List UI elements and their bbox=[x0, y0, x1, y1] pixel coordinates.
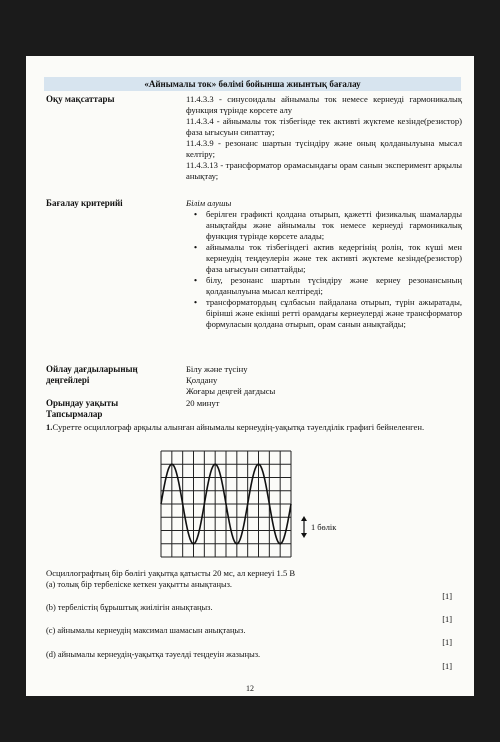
task1-number: 1. bbox=[46, 422, 53, 432]
question-c: (c) айнымалы кернеудің максимал шамасын анықтаңыз. bbox=[46, 626, 246, 635]
criteria-list bbox=[186, 209, 462, 330]
objective-item: 11.4.3.13 - трансформатор орамасындағы орам санын эксперимент арқылы анықтау; bbox=[186, 160, 462, 181]
objectives-list bbox=[186, 94, 462, 182]
criteria-block bbox=[186, 198, 462, 330]
level-item: Білу және түсіну bbox=[186, 364, 248, 374]
criteria-item: • трансформатордың сұлбасын пайдалана отырып, түрін ажыратады, бірінші және екінші ретті орамдағы кернеулерді және трансформатор формуласын қолдана отырып, орам санын анықтайды; bbox=[206, 297, 462, 330]
time-label: Орындау уақыты bbox=[46, 398, 119, 408]
question-d: (d) айнымалы кернеудің-уақытқа тәуелді теңдеуін жазыңыз. bbox=[46, 650, 261, 659]
mark-b: [1] bbox=[442, 615, 452, 624]
levels-list bbox=[186, 364, 462, 397]
mark-c: [1] bbox=[442, 638, 452, 647]
document-page bbox=[26, 56, 474, 696]
question-a: (а) толық бір тербеліске кеткен уақытты анықтаңыз. bbox=[46, 580, 232, 589]
page-number: 12 bbox=[246, 684, 254, 693]
oscilloscope-grid bbox=[160, 450, 292, 558]
question-b: (b) тербелістің бұрыштық жиілігін анықтаңыз. bbox=[46, 603, 213, 612]
criteria-intro: Білім алушы bbox=[186, 198, 232, 208]
criteria-label: Бағалау критерийі bbox=[46, 198, 123, 208]
time-value: 20 минут bbox=[186, 398, 220, 408]
assessment-title: «Айнымалы ток» бөлімі бойынша жиынтық бағалау bbox=[44, 77, 461, 91]
level-item: Жоғары деңгей дағдысы bbox=[186, 386, 276, 396]
criteria-item: • берілген графикті қолдана отырып, қажетті физикалық шамаларды анықтайды және айнымалы ток немесе кернеуді гармоникалық функция түрінде көрсете алады; bbox=[206, 209, 462, 242]
task1-given: Осциллографтың бір бөлігі уақытқа қатысты 20 мс, ал кернеуі 1.5 В bbox=[46, 568, 296, 578]
criteria-item: • білу, резонанс шартын түсіндіру және кернеу резонансының қолданылуына мысал келтіреді; bbox=[206, 275, 462, 297]
objectives-label: Оқу мақсаттары bbox=[46, 94, 115, 104]
levels-label: Ойлау дағдыларының деңгейлері bbox=[46, 364, 138, 385]
objective-item: 11.4.3.9 - резонанс шартын түсіндіру және оның қолданылуына мысал келтіру; bbox=[186, 138, 462, 159]
task1-description: Суретте осциллограф арқылы алынған айнымалы кернеудің-уақытқа тәуелділік графигі бейнеленген. bbox=[52, 422, 425, 432]
task1-text bbox=[46, 422, 456, 433]
level-item: Қолдану bbox=[186, 375, 218, 385]
mark-a: [1] bbox=[442, 592, 452, 601]
criteria-item: • айнымалы ток тізбегіндегі актив кедергінің ролін, ток күші мен кернеудің теңдеулерін және тек активті жүктеме кезінде(резистор) фаза ығысуын сипаттайды; bbox=[206, 242, 462, 275]
objective-item: 11.4.3.3 - синусоидалы айнымалы ток немесе кернеуді гармоникалық функция түрінде көрсете алу bbox=[186, 94, 462, 115]
scale-label: 1 бөлік bbox=[311, 523, 337, 532]
scale-arrow-icon bbox=[299, 516, 309, 538]
tasks-title: Тапсырмалар bbox=[46, 409, 103, 419]
objective-item: 11.4.3.4 - айнымалы ток тізбегінде тек активті жүктеме кезінде(резистор) фаза ығысуын сипаттау; bbox=[186, 116, 462, 137]
mark-d: [1] bbox=[442, 662, 452, 671]
